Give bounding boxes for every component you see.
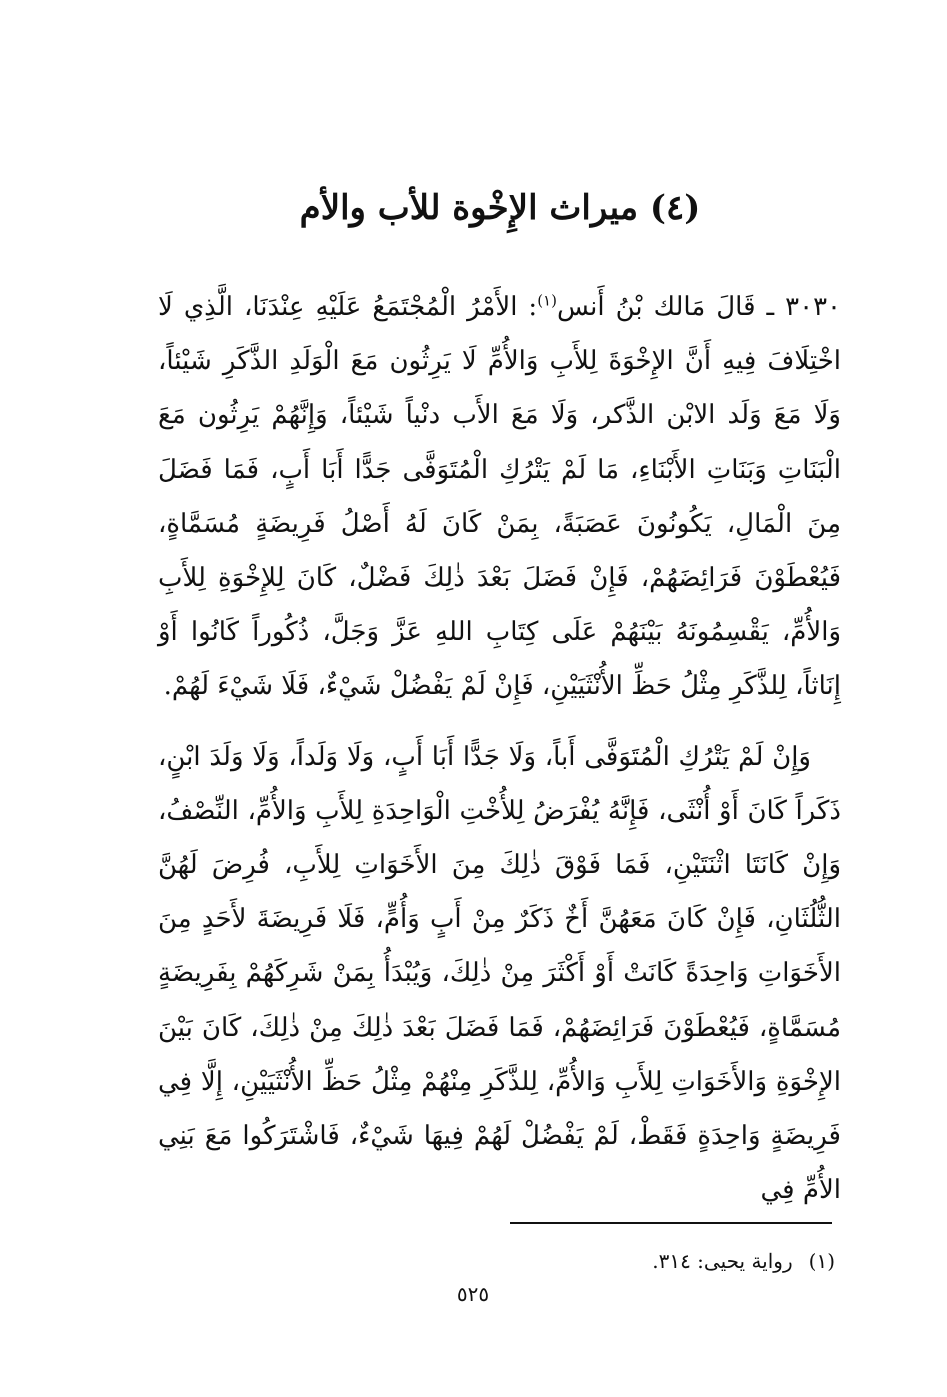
main-text xyxy=(158,280,841,1217)
footnote-text: رواية يحيى: ٣١٤. xyxy=(652,1249,793,1273)
footnote-reference: (١) xyxy=(537,291,557,310)
paragraph-1 xyxy=(158,280,841,714)
footnote-marker: (١) xyxy=(808,1249,835,1273)
footnote xyxy=(420,1246,835,1276)
paragraph-1-rest: : الأَمْرُ الْمُجْتَمَعُ عَلَيْهِ عِنْدَنَا، الَّذِي لَا اخْتِلَافَ فِيهِ أَنَّ الإِخْوَةَ لِلأَبِ وَالأُمِّ لَا يَرِثُون مَعَ الْوَلَدِ الذَّكَرِ شَيْئاً، وَلَا مَعَ وَلَد الابْن الذَّكر، وَلَا مَعَ الأَب دنْياً شَيْئاً، وَإِنَّهُمْ يَرِثُون مَعَ الْبَنَاتِ وَبَنَاتِ الأَبْنَاءِ، مَا لَمْ يَتْرُكِ الْمُتَوَفَّى جَدًّا أَبَا أَبٍ، فَمَا فَضَلَ مِنَ الْمَالِ، يَكُونُونَ عَصَبَةً، بِمَنْ كَانَ لَهُ أَصْلُ فَرِيضَةٍ مُسَمَّاةٍ، فَيُعْطَوْنَ فَرَائِضَهُمْ، فَإِنْ فَضَلَ بَعْدَ ذٰلِكَ فَضْلٌ، كَانَ لِلإِخْوَةِ لِلأَبِ وَالأُمِّ، يَقْسِمُونَهُ بَيْنَهُمْ عَلَى كِتَابِ اللهِ عَزَّ وَجَلَّ، ذُكُوراً كَانُوا أَوْ إِنَاثاً، لِلذَّكَرِ مِثْلُ حَظِّ الأُنْثَيَيْنِ، فَإِنْ لَمْ يَفْضُلْ شَيْءٌ، فَلَا شَيْءَ لَهُمْ. xyxy=(158,292,841,702)
chapter-title: (٤) ميراث الإِخْوة للأب والأم xyxy=(299,188,701,228)
paragraph-2: وَإِنْ لَمْ يَتْرُكِ الْمُتَوَفَّى أَباً، وَلَا جَدًّا أَبَا أَبٍ، وَلَا وَلَداً، وَلَا وَلَدَ ابْنٍ، ذَكَراً كَانَ أَوْ أُنْثَى، فَإِنَّهُ يُفْرَضُ لِلأُخْتِ الْوَاحِدَةِ لِلأَبِ وَالأُمِّ، النِّصْفُ، وَإِنْ كَانَتَا اثْنَتَيْنِ، فَمَا فَوْقَ ذٰلِكَ مِنَ الأَخَوَاتِ لِلأَبِ، فُرِضَ لَهُنَّ الثُّلُثَانِ، فَإِنْ كَانَ مَعَهُنَّ أَخٌ ذَكَرٌ مِنْ أَبٍ وَأُمٍّ، فَلَا فَرِيضَةَ لأَحَدٍ مِنَ الأَخَوَاتِ وَاحِدَةً كَانَتْ أَوْ أَكْثَرَ مِنْ ذٰلِكَ، وَيُبْدَأُ بِمَنْ شَرِكَهُمْ بِفَرِيضَةٍ مُسَمَّاةٍ، فَيُعْطَوْنَ فَرَائِضَهُمْ، فَمَا فَضَلَ بَعْدَ ذٰلِكَ مِنْ ذٰلِكَ، كَانَ بَيْنَ الإِخْوَةِ وَالأَخَوَاتِ لِلأَبِ وَالأُمِّ، لِلذَّكَرِ مِنْهُمْ مِثْلُ حَظِّ الأُنْثَيَيْنِ، إِلَّا فِي فَرِيضَةٍ وَاحِدَةٍ فَقَطْ، لَمْ يَفْضُلْ لَهُمْ فِيهَا شَيْءٌ، فَاشْتَرَكُوا مَعَ بَنِي الأُمِّ فِي xyxy=(158,741,841,1206)
footnote-separator xyxy=(510,1222,832,1224)
paragraph-1-start: ٣٠٣٠ ـ قَالَ مَالك بْنُ أَنس xyxy=(556,292,841,322)
page-number: ٥٢٥ xyxy=(456,1282,490,1306)
